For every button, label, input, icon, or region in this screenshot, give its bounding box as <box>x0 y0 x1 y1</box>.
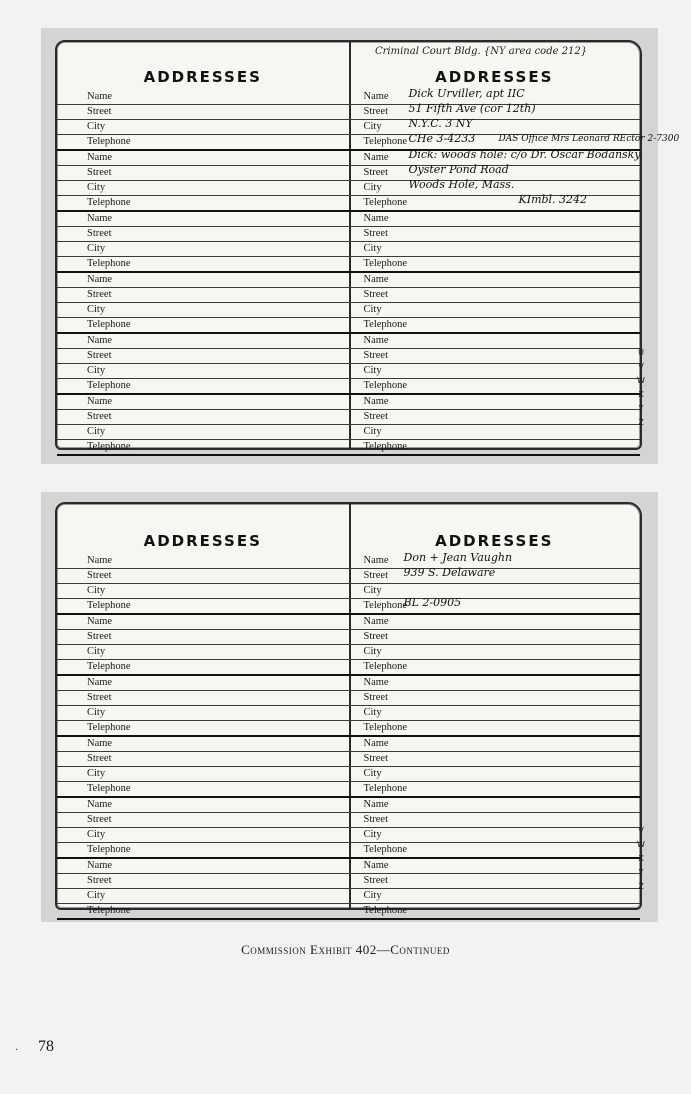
field-label: Name <box>363 555 389 566</box>
entry-row-city <box>349 767 641 782</box>
entry-row-name <box>57 151 349 166</box>
entry-row-telephone <box>57 440 349 456</box>
entry-row-name <box>349 395 641 410</box>
entry-row-city <box>349 584 641 599</box>
handwritten-telephone: KImbl. 3242 <box>518 193 588 206</box>
entry-row-name <box>349 334 641 349</box>
entry-row-street <box>57 752 349 767</box>
entry-row-street <box>57 105 349 120</box>
handwritten-name: Don + Jean Vaughn <box>403 551 513 564</box>
entry-row-street <box>349 288 641 303</box>
field-label: City <box>87 243 106 254</box>
index-tab-w: W <box>637 840 645 849</box>
entry-row-name <box>57 676 349 691</box>
field-label: Name <box>363 616 389 627</box>
handwritten-city: Woods Hole, Mass. <box>408 178 515 191</box>
entry-row-city <box>349 828 641 843</box>
field-label: Name <box>87 799 113 810</box>
entry-row-street <box>57 569 349 584</box>
entry-row-name <box>57 554 349 569</box>
field-label: City <box>363 585 382 596</box>
field-label: Name <box>87 91 113 102</box>
field-label: Street <box>363 875 388 886</box>
entry-row-telephone <box>57 257 349 273</box>
entry-row-city <box>349 425 641 440</box>
field-label: City <box>363 768 382 779</box>
field-label: City <box>87 768 106 779</box>
handwritten-extra: DAS Office Mrs Leonard REctor 2-7300 <box>498 134 680 144</box>
entry-row-city <box>57 828 349 843</box>
top-left-page <box>57 42 349 452</box>
entry-row-city <box>349 706 641 721</box>
entry-row-telephone <box>349 193 641 212</box>
top-right-page <box>349 42 680 452</box>
field-label: City <box>363 829 382 840</box>
entry-row-street <box>57 874 349 889</box>
entry-row-street <box>349 813 641 828</box>
entry-row-street <box>349 227 641 242</box>
field-label: City <box>87 365 106 376</box>
entry-rows <box>57 90 349 456</box>
entry-row-name <box>57 859 349 874</box>
field-label: Street <box>87 753 112 764</box>
entry-row-street <box>57 227 349 242</box>
field-label: Street <box>363 289 388 300</box>
field-label: Telephone <box>87 722 131 733</box>
index-tab-w: W <box>637 376 645 385</box>
field-label: Street <box>363 106 388 117</box>
bottom-left-page <box>57 504 349 916</box>
field-label: Telephone <box>363 136 408 147</box>
field-label: Telephone <box>87 441 131 452</box>
handwritten-telephone: BL 2-0905 <box>403 596 462 609</box>
entry-row-city <box>57 706 349 721</box>
field-label: Name <box>363 738 389 749</box>
field-label: Telephone <box>87 197 131 208</box>
field-label: Street <box>87 350 112 361</box>
entry-row-telephone <box>349 843 641 859</box>
field-label: Telephone <box>363 197 408 208</box>
field-label: Telephone <box>87 905 131 916</box>
entry-rows <box>349 551 641 920</box>
entry-row-street <box>57 288 349 303</box>
margin-mark: · <box>15 1045 19 1056</box>
field-label: Telephone <box>87 844 131 855</box>
field-label: City <box>363 890 382 901</box>
handwritten-city: N.Y.C. 3 NY <box>408 117 473 130</box>
entry-row-name <box>349 212 641 227</box>
entry-row-city <box>57 889 349 904</box>
entry-row-name <box>57 615 349 630</box>
field-label: City <box>87 646 106 657</box>
entry-row-city <box>57 767 349 782</box>
entry-row-telephone <box>57 318 349 334</box>
field-label: City <box>363 707 382 718</box>
field-label: Name <box>363 274 389 285</box>
field-label: Street <box>87 228 112 239</box>
field-label: Street <box>87 289 112 300</box>
field-label: Street <box>363 814 388 825</box>
index-tab-x: X <box>638 854 644 863</box>
entry-row-telephone <box>57 135 349 151</box>
entry-row-street <box>57 813 349 828</box>
handwritten-name: Dick Urviller, apt IIC <box>408 87 525 100</box>
handwritten-name: Dick: woods hole: c/o Dr. Oscar Bodansky <box>408 148 641 161</box>
entry-row-name <box>57 395 349 410</box>
address-book-top <box>55 40 680 452</box>
entry-row-telephone <box>349 318 641 334</box>
entry-row-city <box>57 181 349 196</box>
field-label: Street <box>87 631 112 642</box>
field-label: Name <box>363 213 389 224</box>
page-number: 78 <box>38 1038 54 1055</box>
field-label: Name <box>87 152 113 163</box>
entry-row-telephone <box>57 904 349 920</box>
entry-row-street <box>57 349 349 364</box>
field-label: Telephone <box>363 783 408 794</box>
entry-row-street <box>349 874 641 889</box>
entry-row-name <box>57 212 349 227</box>
field-label: Name <box>363 799 389 810</box>
field-label: Telephone <box>363 722 408 733</box>
field-label: City <box>87 182 106 193</box>
bottom-photo <box>41 492 658 922</box>
field-label: City <box>87 585 106 596</box>
entry-row-telephone <box>57 599 349 615</box>
field-label: Telephone <box>363 258 408 269</box>
entry-row-city <box>349 645 641 660</box>
field-label: Name <box>87 213 113 224</box>
entry-row-telephone <box>57 379 349 395</box>
field-label: City <box>87 304 106 315</box>
field-label: City <box>87 426 106 437</box>
index-tab-u: U <box>638 348 644 357</box>
field-label: Street <box>87 692 112 703</box>
index-tabs <box>635 346 647 430</box>
field-label: Name <box>87 335 113 346</box>
entry-row-street <box>349 349 641 364</box>
entry-row-name <box>57 798 349 813</box>
entry-row-name <box>57 273 349 288</box>
page-header: ADDRESSES <box>143 532 262 550</box>
field-label: Telephone <box>363 600 408 611</box>
entry-row-name <box>57 737 349 752</box>
field-label: City <box>363 646 382 657</box>
entry-rows <box>57 554 349 920</box>
entry-row-street <box>349 752 641 767</box>
field-label: Name <box>363 152 389 163</box>
entry-row-telephone <box>57 660 349 676</box>
field-label: Street <box>87 167 112 178</box>
entry-row-city <box>57 584 349 599</box>
field-label: City <box>363 182 382 193</box>
field-label: Name <box>87 555 113 566</box>
field-label: Street <box>87 411 112 422</box>
index-tab-x: X <box>638 390 644 399</box>
field-label: Telephone <box>87 600 131 611</box>
field-label: Name <box>363 91 389 102</box>
entry-row-city <box>57 364 349 379</box>
field-label: Telephone <box>87 661 131 672</box>
entry-row-city <box>349 889 641 904</box>
top-photo <box>41 28 680 464</box>
entry-row-telephone <box>349 257 641 273</box>
entry-row-city <box>349 364 641 379</box>
field-label: City <box>363 426 382 437</box>
handwritten-street: Oyster Pond Road <box>408 163 509 176</box>
field-label: City <box>363 243 382 254</box>
entry-row-telephone <box>57 721 349 737</box>
entry-row-name <box>57 90 349 105</box>
entry-row-name <box>349 615 641 630</box>
field-label: Telephone <box>87 258 131 269</box>
field-label: Telephone <box>363 661 408 672</box>
bottom-right-page <box>349 504 645 916</box>
entry-row-city <box>57 425 349 440</box>
exhibit-caption: Commission Exhibit 402—Continued <box>241 942 450 957</box>
entry-row-city <box>57 242 349 257</box>
entry-row-name <box>349 859 641 874</box>
page-header: ADDRESSES <box>435 68 554 86</box>
entry-row-street <box>57 691 349 706</box>
entry-row-city <box>57 303 349 318</box>
field-label: Street <box>87 106 112 117</box>
field-label: Street <box>363 411 388 422</box>
entry-rows <box>349 87 680 456</box>
entry-row-telephone <box>349 379 641 395</box>
field-label: Name <box>363 335 389 346</box>
entry-row-name <box>349 737 641 752</box>
index-tab-z: Z <box>638 418 644 427</box>
field-label: Telephone <box>363 319 408 330</box>
field-label: Street <box>87 814 112 825</box>
entry-row-telephone <box>349 904 641 920</box>
entry-row-street <box>57 630 349 645</box>
field-label: Name <box>363 677 389 688</box>
entry-row-street <box>349 566 641 584</box>
field-label: Name <box>87 738 113 749</box>
entry-row-telephone <box>349 596 641 615</box>
entry-row-telephone <box>57 196 349 212</box>
field-label: Telephone <box>87 319 131 330</box>
field-label: Street <box>363 692 388 703</box>
field-label: Name <box>87 396 113 407</box>
entry-row-name <box>349 676 641 691</box>
handwritten-street: 51 Fifth Ave (cor 12th) <box>408 102 536 115</box>
field-label: City <box>87 121 106 132</box>
field-label: Telephone <box>363 380 408 391</box>
entry-row-name <box>349 273 641 288</box>
field-label: Street <box>87 570 112 581</box>
field-label: Telephone <box>87 783 131 794</box>
field-label: Telephone <box>363 844 408 855</box>
entry-row-telephone <box>349 660 641 676</box>
field-label: City <box>87 707 106 718</box>
field-label: Telephone <box>363 905 408 916</box>
entry-row-city <box>349 178 641 196</box>
entry-row-street <box>57 166 349 181</box>
entry-row-telephone <box>349 782 641 798</box>
field-label: Street <box>363 631 388 642</box>
field-label: City <box>363 304 382 315</box>
field-label: City <box>363 121 382 132</box>
field-label: Street <box>363 167 388 178</box>
field-label: Name <box>87 274 113 285</box>
page-header: ADDRESSES <box>435 532 554 550</box>
field-label: City <box>87 890 106 901</box>
entry-row-street <box>349 691 641 706</box>
entry-row-name <box>57 334 349 349</box>
top-handwritten-note: Criminal Court Bldg. {NY area code 212} <box>375 46 588 57</box>
entry-row-street <box>349 102 641 120</box>
field-label: Name <box>363 396 389 407</box>
index-tab-z: Z <box>638 882 644 891</box>
field-label: City <box>363 365 382 376</box>
entry-row-telephone <box>57 782 349 798</box>
field-label: Street <box>363 570 388 581</box>
entry-row-city <box>349 242 641 257</box>
field-label: Name <box>87 616 113 627</box>
field-label: Street <box>363 350 388 361</box>
field-label: Street <box>363 753 388 764</box>
entry-row-telephone <box>349 721 641 737</box>
field-label: Street <box>87 875 112 886</box>
field-label: Telephone <box>87 136 131 147</box>
entry-row-name <box>349 798 641 813</box>
entry-row-city <box>57 120 349 135</box>
entry-row-street <box>349 410 641 425</box>
page-header: ADDRESSES <box>143 68 262 86</box>
field-label: Name <box>363 860 389 871</box>
handwritten-street: 939 S. Delaware <box>403 566 496 579</box>
entry-row-street <box>57 410 349 425</box>
index-tab-v: V <box>638 826 644 835</box>
index-tab-y: Y <box>638 868 644 877</box>
index-tabs <box>635 824 647 894</box>
entry-row-telephone <box>57 843 349 859</box>
field-label: Telephone <box>363 441 408 452</box>
index-tab-y: Y <box>638 404 644 413</box>
entry-row-city <box>349 303 641 318</box>
entry-row-street <box>349 630 641 645</box>
entry-row-telephone <box>349 440 641 456</box>
field-label: Name <box>87 860 113 871</box>
field-label: Telephone <box>87 380 131 391</box>
index-tab-v: V <box>638 362 644 371</box>
field-label: Name <box>87 677 113 688</box>
field-label: Street <box>363 228 388 239</box>
entry-row-city <box>57 645 349 660</box>
field-label: City <box>87 829 106 840</box>
address-book-bottom <box>55 502 645 916</box>
handwritten-telephone: CHe 3-4233 <box>408 132 476 145</box>
